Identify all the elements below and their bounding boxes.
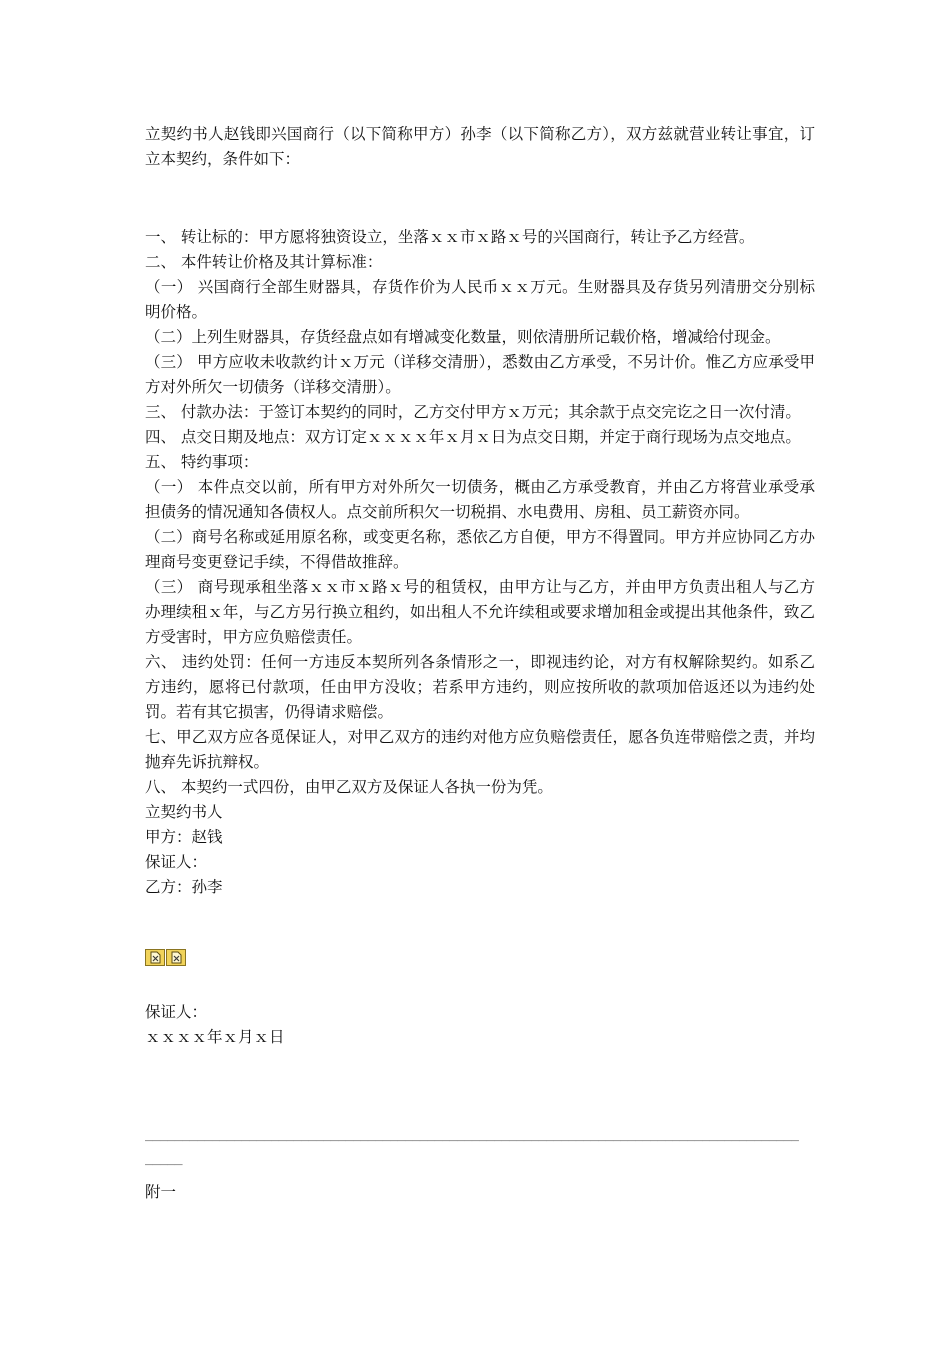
clause-5-3: （三） 商号现承租坐落ｘｘ市ｘ路ｘ号的租赁权，由甲方让与乙方，并由甲方负责出租人与乙方办理续租ｘ年，与乙方另行换立租约，如出租人不允许续租或要求增加租金或提出其他条件，致乙方受害时，甲方应负赔偿责任。 bbox=[145, 578, 815, 646]
clause-5: 五、 特约事项： bbox=[145, 453, 259, 471]
clause-1: 一、 转让标的：甲方愿将独资设立，坐落ｘｘ市ｘ路ｘ号的兴国商行，转让予乙方经营。 bbox=[145, 228, 755, 246]
clause-7: 七、甲乙双方应各觅保证人，对甲乙双方的违约对他方应负赔偿责任，愿各负连带赔偿之责，并均抛弃先诉抗辩权。 bbox=[145, 728, 815, 771]
date-line: ｘｘｘｘ年ｘ月ｘ日 bbox=[145, 1028, 285, 1046]
intro-paragraph: 立契约书人赵钱即兴国商行（以下简称甲方）孙李（以下简称乙方），双方兹就营业转让事宜，订立本契约，条件如下： bbox=[145, 125, 815, 168]
embedded-file-icon[interactable] bbox=[145, 949, 165, 966]
guarantor-a-line: 保证人： bbox=[145, 853, 208, 871]
clause-4: 四、 点交日期及地点：双方订定ｘｘｘｘ年ｘ月ｘ日为点交日期，并定于商行现场为点交地点。 bbox=[145, 428, 801, 446]
clause-2-1: （一） 兴国商行全部生财器具，存货作价为人民币ｘｘ万元。生财器具及存货另列清册交分别标明价格。 bbox=[145, 278, 815, 321]
clause-5-1: （一） 本件点交以前，所有甲方对外所欠一切债务，概由乙方承受教育，并由乙方将营业承受承担债务的情况通知各债权人。点交前所积欠一切税捐、水电费用、房租、员工薪资亦同。 bbox=[145, 478, 815, 521]
clause-2: 二、 本件转让价格及其计算标准： bbox=[145, 253, 383, 271]
clause-2-3: （三） 甲方应收未收款约计ｘ万元（详移交清册），悉数由乙方承受，不另计价。惟乙方应承受甲方对外所欠一切债务（详移交清册）。 bbox=[145, 353, 815, 396]
separator-rule: _____________________________________________________________________________________________ bbox=[145, 1127, 799, 1166]
clauses-section bbox=[145, 225, 815, 900]
signature-heading: 立契约书人 bbox=[145, 803, 223, 821]
embedded-file-icon[interactable] bbox=[166, 949, 186, 966]
closing-section bbox=[145, 1000, 815, 1050]
clause-5-2: （二）商号名称或延用原名称，或变更名称，悉依乙方自便，甲方不得置同。甲方并应协同乙方办理商号变更登记手续，不得借故推辞。 bbox=[145, 528, 815, 571]
party-b-line: 乙方：孙李 bbox=[145, 878, 223, 896]
clause-8: 八、 本契约一式四份，由甲乙双方及保证人各执一份为凭。 bbox=[145, 778, 553, 796]
clause-6: 六、 违约处罚：任何一方违反本契所列各条情形之一，即视违约论，对方有权解除契约。如系乙方违约，愿将已付款项，任由甲方没收；若系甲方违约，则应按所收的款项加倍返还以为违约处罚。若有其它损害，仍得请求赔偿。 bbox=[145, 653, 815, 721]
clause-2-2: （二）上列生财器具，存货经盘点如有增减变化数量，则依清册所记载价格，增减给付现金。 bbox=[145, 328, 781, 346]
guarantor-b-line: 保证人： bbox=[145, 1003, 208, 1021]
party-a-line: 甲方：赵钱 bbox=[145, 828, 223, 846]
appendix-label: 附一 bbox=[145, 1183, 177, 1201]
embedded-object-icons bbox=[145, 949, 186, 966]
clause-3: 三、 付款办法：于签订本契约的同时，乙方交付甲方ｘ万元；其余款于点交完讫之日一次付清。 bbox=[145, 403, 801, 421]
